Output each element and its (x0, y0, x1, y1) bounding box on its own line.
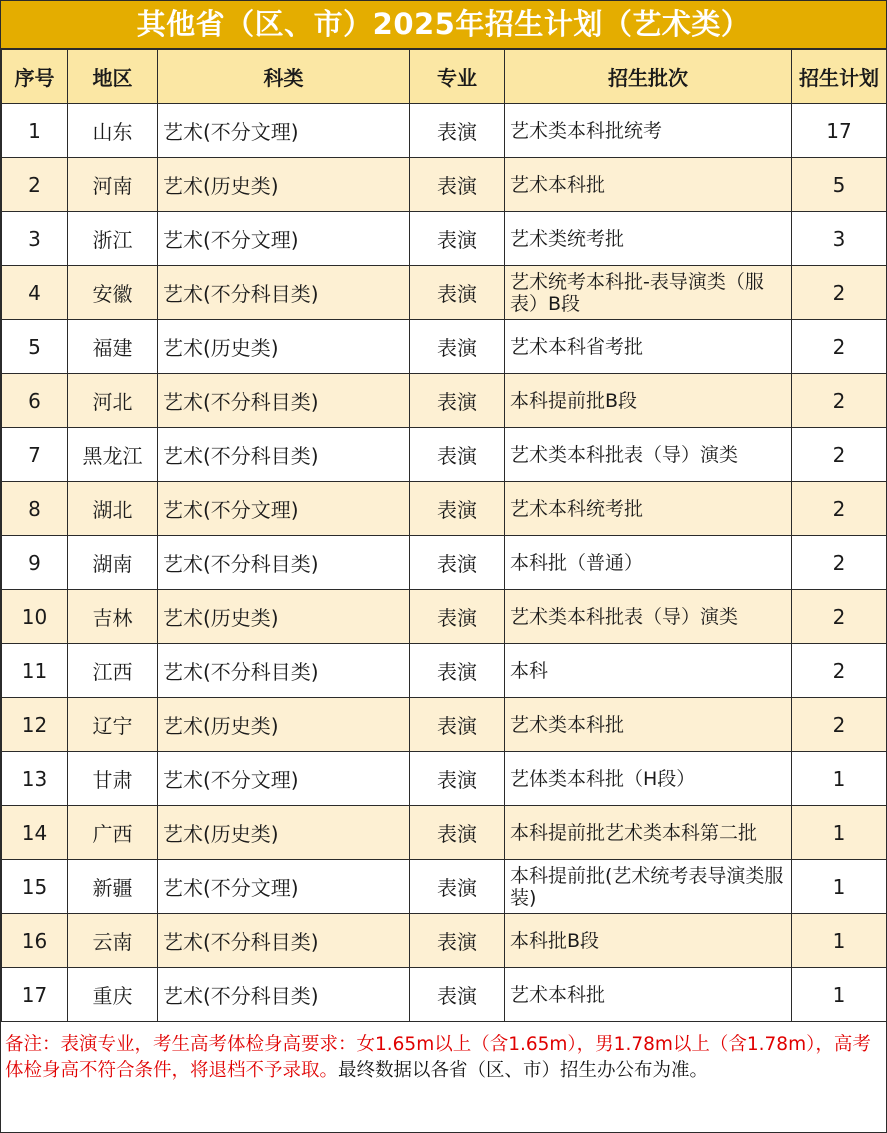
cell-plan: 3 (792, 212, 887, 266)
table-row (2, 428, 887, 482)
cell-region: 江西 (68, 644, 158, 698)
cell-plan: 1 (792, 752, 887, 806)
cell-category: 艺术(不分文理) (158, 752, 410, 806)
cell-category: 艺术(不分科目类) (158, 374, 410, 428)
cell-seq: 6 (2, 374, 68, 428)
cell-batch: 艺术统考本科批-表导演类（服表）B段 (505, 266, 792, 320)
cell-region: 重庆 (68, 968, 158, 1022)
cell-region: 福建 (68, 320, 158, 374)
table-row (2, 212, 887, 266)
cell-region: 山东 (68, 104, 158, 158)
table-row (2, 536, 887, 590)
cell-major: 表演 (410, 806, 505, 860)
cell-major: 表演 (410, 320, 505, 374)
cell-category: 艺术(不分科目类) (158, 428, 410, 482)
cell-category: 艺术(不分文理) (158, 104, 410, 158)
cell-major: 表演 (410, 536, 505, 590)
cell-seq: 4 (2, 266, 68, 320)
table-row (2, 752, 887, 806)
cell-major: 表演 (410, 968, 505, 1022)
footnote-disclaimer: 最终数据以各省（区、市）招生办公布为准。 (338, 1060, 709, 1081)
cell-batch: 本科提前批艺术类本科第二批 (505, 806, 792, 860)
table-row (2, 266, 887, 320)
cell-seq: 16 (2, 914, 68, 968)
cell-plan: 1 (792, 806, 887, 860)
cell-plan: 2 (792, 428, 887, 482)
cell-category: 艺术(不分科目类) (158, 536, 410, 590)
cell-major: 表演 (410, 212, 505, 266)
cell-region: 广西 (68, 806, 158, 860)
cell-batch: 艺体类本科批（H段） (505, 752, 792, 806)
cell-major: 表演 (410, 482, 505, 536)
header-region: 地区 (68, 50, 158, 104)
cell-region: 新疆 (68, 860, 158, 914)
cell-batch: 艺术本科省考批 (505, 320, 792, 374)
cell-major: 表演 (410, 158, 505, 212)
cell-seq: 8 (2, 482, 68, 536)
footnote (1, 1022, 886, 1084)
cell-plan: 2 (792, 266, 887, 320)
cell-batch: 艺术类本科批表（导）演类 (505, 590, 792, 644)
cell-batch: 艺术本科统考批 (505, 482, 792, 536)
table-body (2, 104, 887, 1022)
header-batch: 招生批次 (505, 50, 792, 104)
table-row (2, 860, 887, 914)
cell-category: 艺术(不分科目类) (158, 266, 410, 320)
cell-batch: 艺术类本科批统考 (505, 104, 792, 158)
cell-seq: 9 (2, 536, 68, 590)
cell-batch: 艺术本科批 (505, 158, 792, 212)
header-seq: 序号 (2, 50, 68, 104)
cell-region: 甘肃 (68, 752, 158, 806)
cell-category: 艺术(不分科目类) (158, 914, 410, 968)
cell-batch: 本科批（普通） (505, 536, 792, 590)
cell-plan: 17 (792, 104, 887, 158)
table-row (2, 590, 887, 644)
cell-plan: 2 (792, 320, 887, 374)
cell-region: 辽宁 (68, 698, 158, 752)
cell-category: 艺术(不分科目类) (158, 968, 410, 1022)
cell-category: 艺术(历史类) (158, 806, 410, 860)
cell-region: 河南 (68, 158, 158, 212)
cell-category: 艺术(不分文理) (158, 212, 410, 266)
cell-seq: 5 (2, 320, 68, 374)
cell-plan: 2 (792, 644, 887, 698)
cell-region: 云南 (68, 914, 158, 968)
cell-seq: 2 (2, 158, 68, 212)
cell-plan: 2 (792, 698, 887, 752)
cell-major: 表演 (410, 698, 505, 752)
table-row (2, 644, 887, 698)
cell-seq: 17 (2, 968, 68, 1022)
cell-plan: 2 (792, 536, 887, 590)
table-row (2, 482, 887, 536)
cell-major: 表演 (410, 104, 505, 158)
table-row (2, 158, 887, 212)
cell-plan: 1 (792, 968, 887, 1022)
cell-seq: 12 (2, 698, 68, 752)
header-plan: 招生计划 (792, 50, 887, 104)
cell-category: 艺术(历史类) (158, 590, 410, 644)
cell-plan: 2 (792, 482, 887, 536)
cell-region: 安徽 (68, 266, 158, 320)
cell-batch: 本科 (505, 644, 792, 698)
cell-region: 湖南 (68, 536, 158, 590)
cell-seq: 3 (2, 212, 68, 266)
cell-seq: 15 (2, 860, 68, 914)
cell-major: 表演 (410, 374, 505, 428)
cell-category: 艺术(不分文理) (158, 860, 410, 914)
cell-batch: 艺术类本科批 (505, 698, 792, 752)
cell-batch: 本科批B段 (505, 914, 792, 968)
cell-major: 表演 (410, 428, 505, 482)
cell-batch: 本科提前批B段 (505, 374, 792, 428)
cell-seq: 13 (2, 752, 68, 806)
cell-batch: 艺术类统考批 (505, 212, 792, 266)
footnote-requirement: 备注：表演专业，考生高考体检身高要求：女1.65m以上（含1.65m），男1.78m以上（含1.78m），高考体检身高不符合条件，将退档不予录取。 (5, 1034, 871, 1081)
cell-category: 艺术(历史类) (158, 158, 410, 212)
cell-category: 艺术(不分科目类) (158, 644, 410, 698)
cell-region: 湖北 (68, 482, 158, 536)
enrollment-table (1, 49, 887, 1022)
header-row (2, 50, 887, 104)
cell-seq: 11 (2, 644, 68, 698)
table-row (2, 968, 887, 1022)
cell-major: 表演 (410, 644, 505, 698)
cell-region: 黑龙江 (68, 428, 158, 482)
cell-region: 浙江 (68, 212, 158, 266)
cell-major: 表演 (410, 752, 505, 806)
cell-batch: 艺术本科批 (505, 968, 792, 1022)
cell-seq: 1 (2, 104, 68, 158)
table-row (2, 320, 887, 374)
cell-category: 艺术(历史类) (158, 698, 410, 752)
cell-batch: 艺术类本科批表（导）演类 (505, 428, 792, 482)
cell-plan: 5 (792, 158, 887, 212)
table-row (2, 374, 887, 428)
cell-major: 表演 (410, 860, 505, 914)
cell-plan: 1 (792, 914, 887, 968)
cell-batch: 本科提前批(艺术统考表导演类服装) (505, 860, 792, 914)
cell-category: 艺术(不分文理) (158, 482, 410, 536)
cell-category: 艺术(历史类) (158, 320, 410, 374)
table-row (2, 698, 887, 752)
table-row (2, 914, 887, 968)
cell-plan: 1 (792, 860, 887, 914)
cell-major: 表演 (410, 590, 505, 644)
table-row (2, 806, 887, 860)
cell-plan: 2 (792, 590, 887, 644)
cell-seq: 7 (2, 428, 68, 482)
cell-region: 河北 (68, 374, 158, 428)
cell-major: 表演 (410, 266, 505, 320)
header-category: 科类 (158, 50, 410, 104)
cell-seq: 14 (2, 806, 68, 860)
cell-seq: 10 (2, 590, 68, 644)
cell-plan: 2 (792, 374, 887, 428)
header-major: 专业 (410, 50, 505, 104)
sheet-title: 其他省（区、市）2025年招生计划（艺术类） (1, 1, 886, 49)
cell-region: 吉林 (68, 590, 158, 644)
table-row (2, 104, 887, 158)
cell-major: 表演 (410, 914, 505, 968)
